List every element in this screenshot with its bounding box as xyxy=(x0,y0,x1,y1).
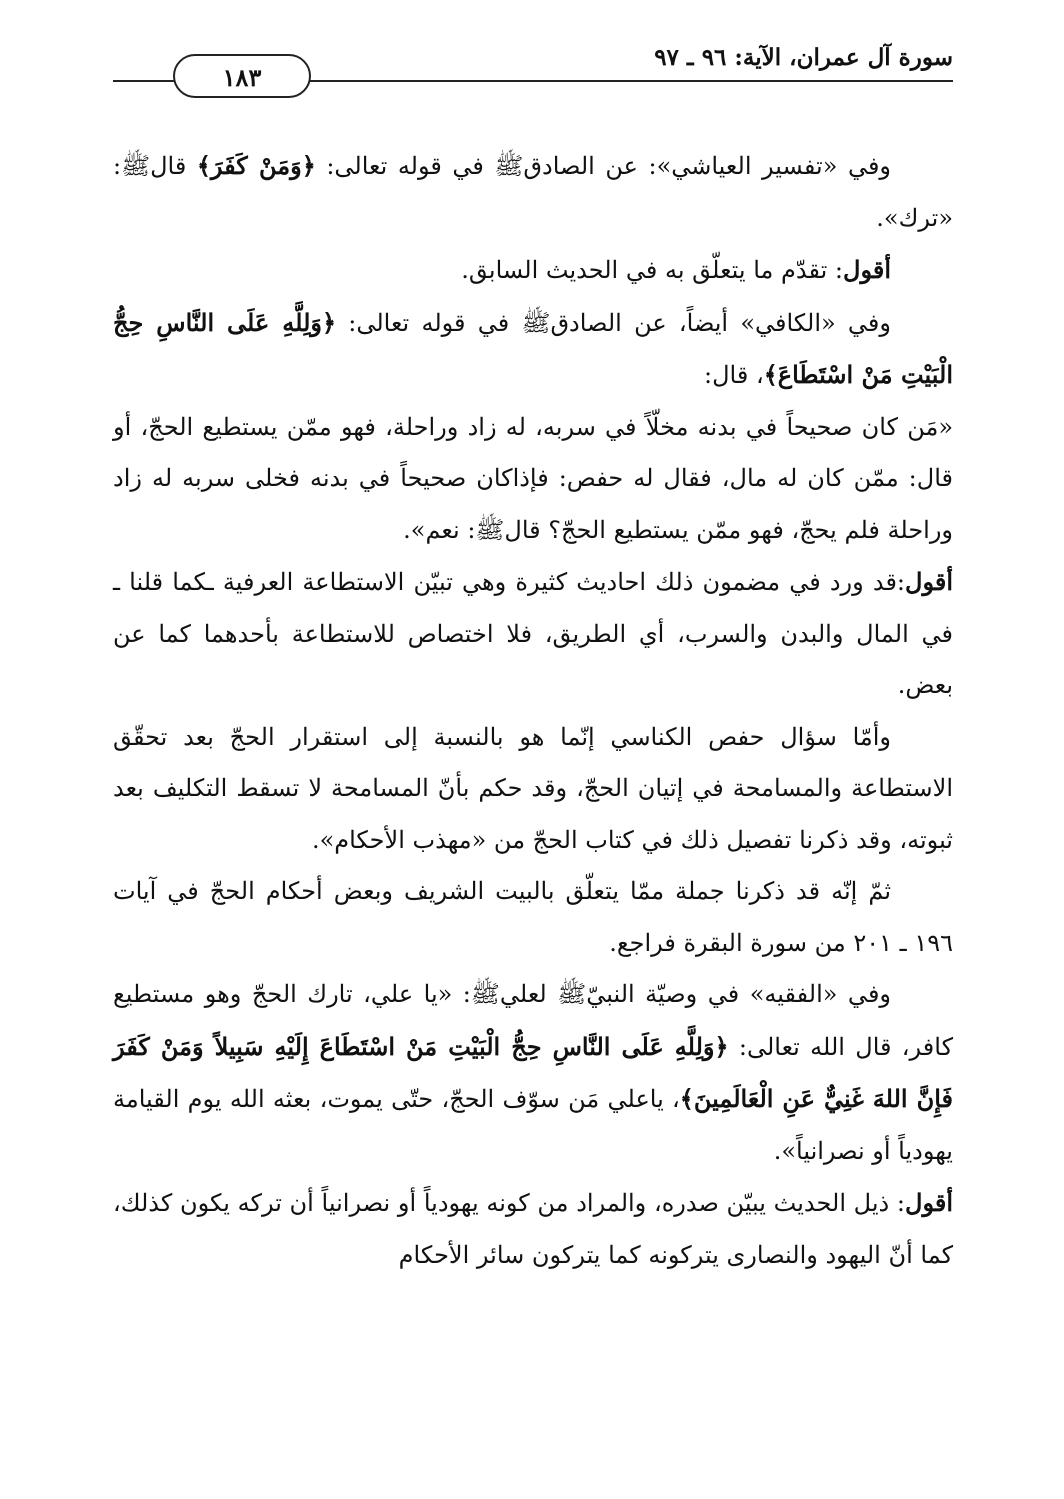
text-segment: «مَن كان صحيحاً في بدنه مخلّاً في سربه، له زاد وراحلة، فهو ممّن يستطيع الحجّ، أو قال: ممّن كان له مال، فقال له حفص: فإذاكان صحيحاً في بدنه فخلى سربه له زاد وراحلة فلم يحجّ، فهو ممّن يستطيع الحجّ؟ قال xyxy=(113,412,953,544)
text-segment: في قوله تعالى: xyxy=(315,152,495,180)
paragraph xyxy=(113,244,953,297)
page-body-text xyxy=(113,140,953,1281)
text-segment: ، ياعلي مَن سوّف الحجّ، حتّى يموت، بعثه الله يوم القيامة يهودياً أو نصرانياً». xyxy=(113,1085,953,1165)
text-segment: : «يا علي، تارك الحجّ وهو مستطيع كافر، قال الله تعالى: xyxy=(113,980,953,1061)
text-segment: وفي «تفسير العياشي»: عن الصادق xyxy=(523,152,892,180)
emphasized-text: ﴿وَلِلَّهِ عَلَى النَّاسِ حِجُّ الْبَيْتِ مَنْ اسْتَطَاعَ إِلَيْهِ سَبِيلاً وَمَنْ كَفَرَ فَإِنَّ اللهَ غَنِيٌّ عَنِ الْعَالَمِينَ﴾ xyxy=(113,1031,953,1113)
emphasized-text: أقول xyxy=(905,567,953,596)
text-segment: ﷺ xyxy=(121,152,151,180)
paragraph xyxy=(113,712,953,867)
text-segment: ﷺ xyxy=(521,308,551,337)
text-segment: : «ترك». xyxy=(113,152,953,232)
text-segment: وأمّا سؤال حفص الكناسي إنّما هو بالنسبة إلى استقرار الحجّ بعد تحقّق الاستطاعة والمسامحة في إتيان الحجّ، وقد حكم بأنّ المسامحة لا تسقط التكليف بعد ثبوته، وقد ذكرنا تفصيل ذلك في كتاب الحجّ من «مهذب الأحكام». xyxy=(113,722,953,854)
text-segment: قال xyxy=(150,152,197,180)
paragraph xyxy=(113,402,953,557)
text-segment: ، قال: xyxy=(704,361,764,389)
text-segment: ﷺ xyxy=(557,980,587,1008)
text-segment: ﷺ xyxy=(494,152,524,180)
emphasized-text: أقول xyxy=(905,1188,953,1217)
paragraph xyxy=(113,969,953,1177)
paragraph xyxy=(113,556,953,712)
text-segment: :قد ورد في مضمون ذلك احاديث كثيرة وهي تبيّن الاستطاعة العرفية ـكما قلنا ـ في المال والبدن والسرب، أي الطريق، فلا اختصاص للاستطاعة بأحدهما كما عن بعض. xyxy=(113,568,953,699)
text-segment: لعلي xyxy=(499,980,558,1008)
emphasized-text: ﴿وَلِلَّهِ عَلَى النَّاسِ حِجُّ الْبَيْتِ مَنْ اسْتَطَاعَ﴾ xyxy=(113,307,953,389)
text-segment: : ذيل الحديث يبيّن صدره، والمراد من كونه يهودياً أو نصرانياً أن تركه يكون كذلك، كما أنّ اليهود والنصارى يتركونه كما يتركون سائر الأحكام xyxy=(113,1189,953,1269)
text-segment: ﷺ xyxy=(475,515,505,544)
surah-verse-title: سورة آل عمران، الآية: ٩٦ ـ ٩٧ xyxy=(654,44,953,71)
text-segment: في قوله تعالى: xyxy=(336,308,522,337)
text-segment: وفي «الفقيه» في وصيّة النبيّ xyxy=(586,980,891,1008)
paragraph xyxy=(113,1177,953,1281)
text-segment: : تقدّم ما يتعلّق به في الحديث السابق. xyxy=(461,256,844,284)
text-segment: وفي «الكافي» أيضاً، عن الصادق xyxy=(550,308,891,337)
paragraph xyxy=(113,866,953,969)
text-segment: : نعم». xyxy=(403,515,476,544)
paragraph xyxy=(113,297,953,402)
text-segment: ﷺ xyxy=(470,980,500,1008)
running-header xyxy=(113,40,953,92)
emphasized-text: ﴿وَمَنْ كَفَرَ﴾ xyxy=(196,151,316,180)
text-segment: ثمّ إنّه قد ذكرنا جملة ممّا يتعلّق بالبيت الشريف وبعض أحكام الحجّ في آيات ١٩٦ ـ ٢٠١ من سورة البقرة فراجع. xyxy=(113,877,953,957)
paragraph xyxy=(113,140,953,244)
emphasized-text: أقول xyxy=(843,255,891,284)
page-number-badge: ١٨٣ xyxy=(173,54,311,98)
